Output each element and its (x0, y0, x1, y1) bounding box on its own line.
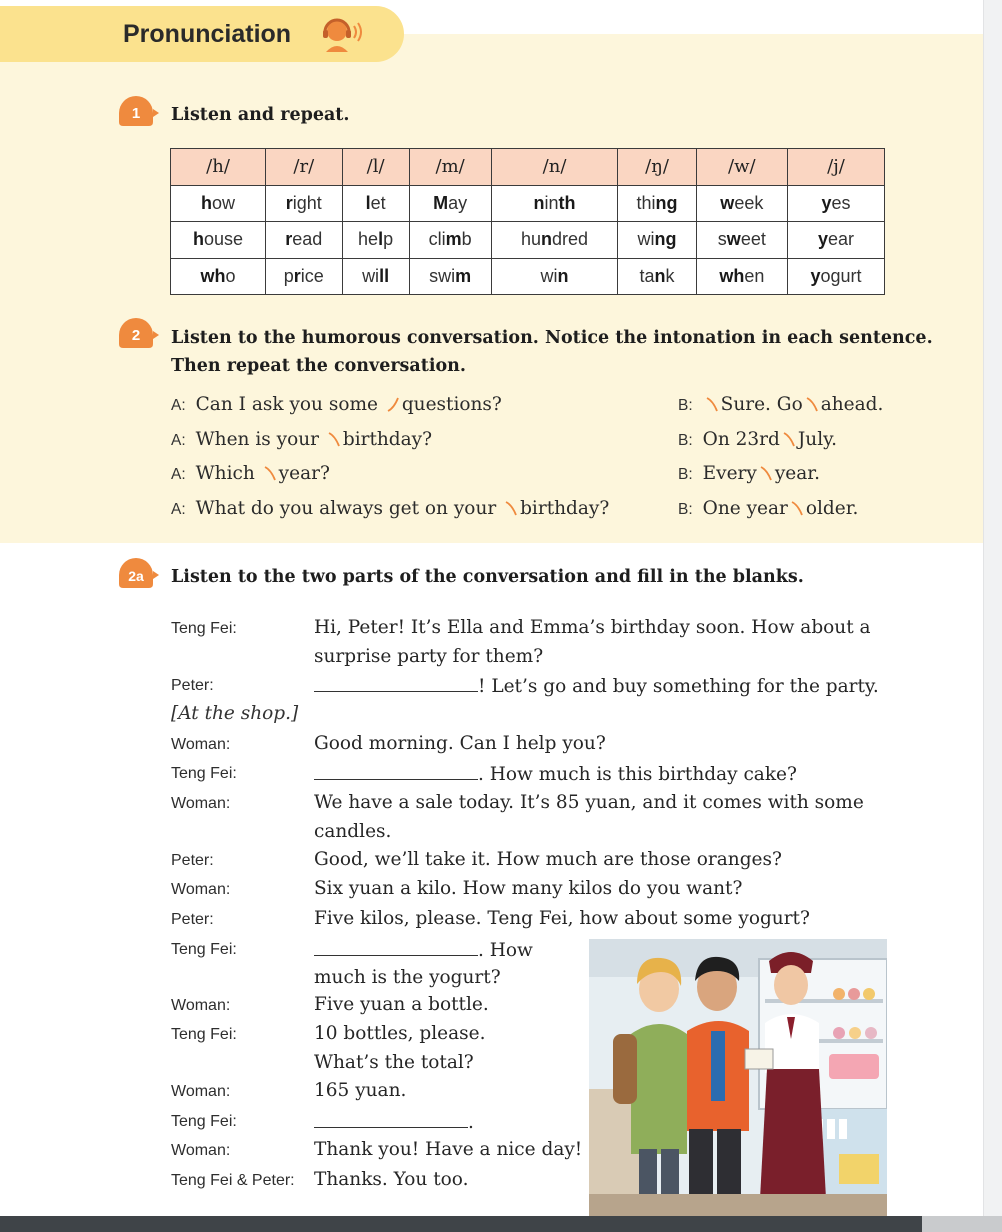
phonics-focus-letters: wh (719, 265, 745, 286)
conversation-text: surprise party for them? (314, 646, 544, 667)
activity-2a-badge[interactable] (115, 558, 159, 592)
conversation-text: Thanks. You too. (314, 1169, 469, 1190)
phonics-rest: ead (292, 229, 323, 250)
phonics-rest: b (461, 229, 472, 250)
phonics-header-row (171, 149, 885, 186)
activity-2-instruction-line1: Listen to the humorous conversation. Notice the intonation in each sentence. (171, 328, 933, 348)
phonics-focus-letters: th (558, 192, 576, 213)
phonics-rest: s (717, 229, 727, 250)
rising-intonation-arrow-icon (385, 395, 401, 413)
phoneme-header: /r/ (266, 149, 342, 186)
phonics-word (696, 185, 787, 222)
phonics-rest: p (383, 229, 394, 250)
phonics-focus-letters: y (821, 192, 832, 213)
falling-intonation-arrow-icon (262, 464, 278, 482)
phonics-body (171, 185, 885, 295)
phonics-rest: et (370, 192, 386, 213)
phonics-focus-letters: h (193, 229, 204, 250)
dialogue-text: One year (702, 498, 788, 519)
section-title: Pronunciation (123, 20, 292, 48)
dialogue-text: On 23rd (702, 429, 780, 450)
falling-intonation-arrow-icon (781, 430, 797, 448)
conversation-line (314, 994, 489, 1015)
phoneme-header: /ŋ/ (618, 149, 696, 186)
conversation-line (314, 617, 871, 638)
phonics-rest: ogurt (820, 265, 862, 286)
phonics-focus-letters: n (654, 265, 666, 286)
conversation-speaker: Peter: (171, 677, 214, 694)
phonics-rest: wi (362, 265, 380, 286)
speaker-label: B: (678, 466, 693, 483)
phonics-focus-letters: ll (379, 265, 390, 286)
conversation-speaker: Teng Fei: (171, 765, 237, 782)
phonics-rest: ay (448, 192, 468, 213)
phonics-focus-letters: h (201, 192, 213, 213)
conversation-text: We have a sale today. It’s 85 yuan, and it comes with some (314, 792, 864, 813)
speaker-label: A: (171, 432, 186, 449)
conversation-line (314, 1023, 485, 1044)
speaker-label: A: (171, 397, 186, 414)
phonics-focus-letters: w (720, 192, 735, 213)
phonics-rest: thi (636, 192, 656, 213)
phonics-rest: eet (740, 229, 766, 250)
phonics-focus-letters: y (817, 229, 828, 250)
falling-intonation-arrow-icon (758, 464, 774, 482)
conversation-speaker: Peter: (171, 911, 214, 928)
phonics-rest: en (744, 265, 765, 286)
activity-1-badge[interactable] (115, 96, 159, 130)
phonics-word (788, 258, 885, 295)
phonics-focus-letters: l (378, 229, 384, 250)
phonics-rest: k (665, 265, 675, 286)
phonics-word (491, 185, 618, 222)
conversation-text: What’s the total? (314, 1052, 474, 1073)
page-right-edge (983, 0, 1002, 1216)
phonics-word (491, 258, 618, 295)
phonics-row (171, 258, 885, 295)
phonics-word (342, 222, 409, 259)
phonics-word (618, 185, 696, 222)
conversation-text: Six yuan a kilo. How many kilos do you want? (314, 878, 743, 899)
phonics-rest: ow (212, 192, 236, 213)
dialogue-text: birthday? (520, 498, 610, 519)
falling-intonation-arrow-icon (789, 499, 805, 517)
bottom-bar (0, 1216, 922, 1232)
conversation-speaker: Woman: (171, 997, 231, 1014)
conversation-text: much is the yogurt? (314, 967, 501, 988)
dialogue-text: July. (797, 429, 837, 450)
stage-direction: [At the shop.] (171, 703, 299, 724)
conversation-text: ! Let’s go and buy something for the party. (478, 676, 879, 697)
conversation-speaker: Woman: (171, 1083, 231, 1100)
dialogue-text: year? (278, 463, 330, 484)
dialogue-text: Sure. Go (720, 394, 803, 415)
phonics-word (171, 222, 266, 259)
conversation-text: Good morning. Can I help you? (314, 733, 606, 754)
dialogue-text: Every (702, 463, 757, 484)
phonics-word (171, 258, 266, 295)
conversation-text: . How (478, 940, 533, 961)
conversation-text: Hi, Peter! It’s Ella and Emma’s birthday soon. How about a (314, 617, 871, 638)
conversation-line (314, 938, 533, 961)
phonics-focus-letters: M (433, 192, 449, 213)
phonics-rest: ice (300, 265, 324, 286)
conversation-text: Five yuan a bottle. (314, 994, 489, 1015)
phonics-rest: o (225, 265, 236, 286)
conversation-text: 165 yuan. (314, 1080, 407, 1101)
phoneme-header: /l/ (342, 149, 409, 186)
activity-2-badge[interactable] (115, 318, 159, 352)
falling-intonation-arrow-icon (704, 395, 720, 413)
phonics-word (788, 185, 885, 222)
phonics-word (618, 258, 696, 295)
dialogue-text: ahead. (820, 394, 884, 415)
conversation-text: 10 bottles, please. (314, 1023, 486, 1044)
conversation-speaker: Peter: (171, 852, 214, 869)
phoneme-header: /h/ (171, 149, 266, 186)
phonics-rest: wi (540, 265, 558, 286)
conversation-text: Good, we’ll take it. How much are those oranges? (314, 849, 782, 870)
phonics-word (342, 258, 409, 295)
phonics-table (170, 148, 885, 295)
dialogue-text: Which (195, 463, 261, 484)
phoneme-header: /j/ (788, 149, 885, 186)
phonics-row (171, 185, 885, 222)
conversation-text: Five kilos, please. Teng Fei, how about some yogurt? (314, 908, 810, 929)
conversation-line (314, 849, 782, 870)
headset-speaker-icon (318, 14, 368, 54)
conversation-text: . How much is this birthday cake? (478, 764, 797, 785)
phonics-rest: in (544, 192, 559, 213)
phonics-focus-letters: r (285, 192, 293, 213)
conversation-speaker: Teng Fei: (171, 1026, 237, 1043)
phoneme-header: /m/ (409, 149, 491, 186)
phonics-focus-letters: m (445, 229, 462, 250)
conversation-line (314, 792, 864, 813)
conversation-speaker: Woman: (171, 881, 231, 898)
dialogue-line-a (171, 463, 330, 484)
phonics-focus-letters: ng (654, 229, 677, 250)
dialogue-text: year. (774, 463, 820, 484)
phonics-word (491, 222, 618, 259)
conversation-speaker: Woman: (171, 736, 231, 753)
falling-intonation-arrow-icon (326, 430, 342, 448)
dialogue-line-b (678, 498, 858, 519)
phonics-word (266, 258, 342, 295)
phonics-rest: p (283, 265, 294, 286)
dialogue-text: older. (805, 498, 859, 519)
activity-2-number: 2 (131, 327, 141, 344)
conversation-line (314, 908, 810, 929)
activity-1-number: 1 (131, 105, 141, 122)
conversation-text: . (468, 1112, 474, 1133)
phonics-focus-letters: r (285, 229, 293, 250)
conversation-speaker: Woman: (171, 1142, 231, 1159)
phonics-focus-letters: n (557, 265, 569, 286)
dialogue-text: birthday? (342, 429, 433, 450)
dialogue-line-b (678, 394, 883, 415)
dialogue-text: When is your (195, 429, 325, 450)
conversation-speaker: Teng Fei & Peter: (171, 1172, 295, 1189)
conversation-line (314, 1169, 468, 1190)
phonics-word (696, 258, 787, 295)
fill-in-blank[interactable] (314, 762, 478, 780)
phonics-word (788, 222, 885, 259)
conversation-line (314, 733, 606, 754)
speaker-label: A: (171, 466, 186, 483)
phonics-word (618, 222, 696, 259)
conversation-speaker: Teng Fei: (171, 941, 237, 958)
phonics-rest: cli (428, 229, 446, 250)
dialogue-text: questions? (401, 394, 502, 415)
activity-2a-instruction: Listen to the two parts of the conversation and fill in the blanks. (171, 567, 804, 587)
phonics-focus-letters: n (533, 192, 545, 213)
fill-in-blank[interactable] (314, 1110, 468, 1128)
conversation-speaker: Teng Fei: (171, 620, 237, 637)
phonics-word (409, 258, 491, 295)
phoneme-header: /n/ (491, 149, 618, 186)
phonics-word (266, 185, 342, 222)
phonics-word (409, 185, 491, 222)
conversation-line (314, 878, 742, 899)
shop-illustration (589, 939, 887, 1217)
conversation-text: candles. (314, 821, 392, 842)
phonics-focus-letters: ng (655, 192, 678, 213)
phonics-rest: he (358, 229, 379, 250)
phonics-rest: wi (637, 229, 655, 250)
conversation-line (314, 762, 797, 785)
phonics-focus-letters: wh (200, 265, 226, 286)
activity-2a-number: 2a (128, 568, 144, 584)
dialogue-line-b (678, 463, 820, 484)
dialogue-text: Can I ask you some (195, 394, 384, 415)
phonics-word (409, 222, 491, 259)
phoneme-header: /w/ (696, 149, 787, 186)
phonics-word (171, 185, 266, 222)
phonics-word (342, 185, 409, 222)
phonics-focus-letters: l (365, 192, 371, 213)
phonics-focus-letters: m (455, 265, 472, 286)
activity-2-instruction-line2: Then repeat the conversation. (171, 356, 466, 376)
dialogue-text: What do you always get on your (195, 498, 503, 519)
bottom-bar-end (922, 1216, 1002, 1232)
fill-in-blank[interactable] (314, 938, 478, 956)
conversation-line (314, 1139, 582, 1160)
speaker-label: A: (171, 501, 186, 518)
phonics-rest: es (831, 192, 851, 213)
conversation-text: Thank you! Have a nice day! (314, 1139, 583, 1160)
phonics-row (171, 222, 885, 259)
activity-1-instruction: Listen and repeat. (171, 105, 350, 125)
conversation-speaker: Teng Fei: (171, 1113, 237, 1130)
conversation-line (314, 1080, 406, 1101)
phonics-rest: ear (828, 229, 855, 250)
phonics-word (266, 222, 342, 259)
phonics-word (696, 222, 787, 259)
phonics-rest: dred (552, 229, 589, 250)
speaker-label: B: (678, 397, 693, 414)
phonics-rest: swi (429, 265, 456, 286)
fill-in-blank[interactable] (314, 674, 478, 692)
phonics-focus-letters: r (293, 265, 301, 286)
phonics-rest: eek (734, 192, 764, 213)
falling-intonation-arrow-icon (503, 499, 519, 517)
dialogue-line-a (171, 429, 432, 450)
conversation-speaker: Woman: (171, 795, 231, 812)
conversation-line (314, 1110, 474, 1133)
falling-intonation-arrow-icon (804, 395, 820, 413)
phonics-rest: ight (292, 192, 322, 213)
dialogue-line-a (171, 498, 609, 519)
dialogue-line-a (171, 394, 502, 415)
speaker-label: B: (678, 432, 693, 449)
dialogue-line-b (678, 429, 837, 450)
phonics-rest: ta (639, 265, 655, 286)
phonics-focus-letters: n (541, 229, 553, 250)
phonics-rest: hu (521, 229, 542, 250)
phonics-focus-letters: y (810, 265, 821, 286)
speaker-label: B: (678, 501, 693, 518)
phonics-focus-letters: w (726, 229, 741, 250)
phonics-rest: ouse (204, 229, 244, 250)
conversation-line (314, 674, 879, 697)
